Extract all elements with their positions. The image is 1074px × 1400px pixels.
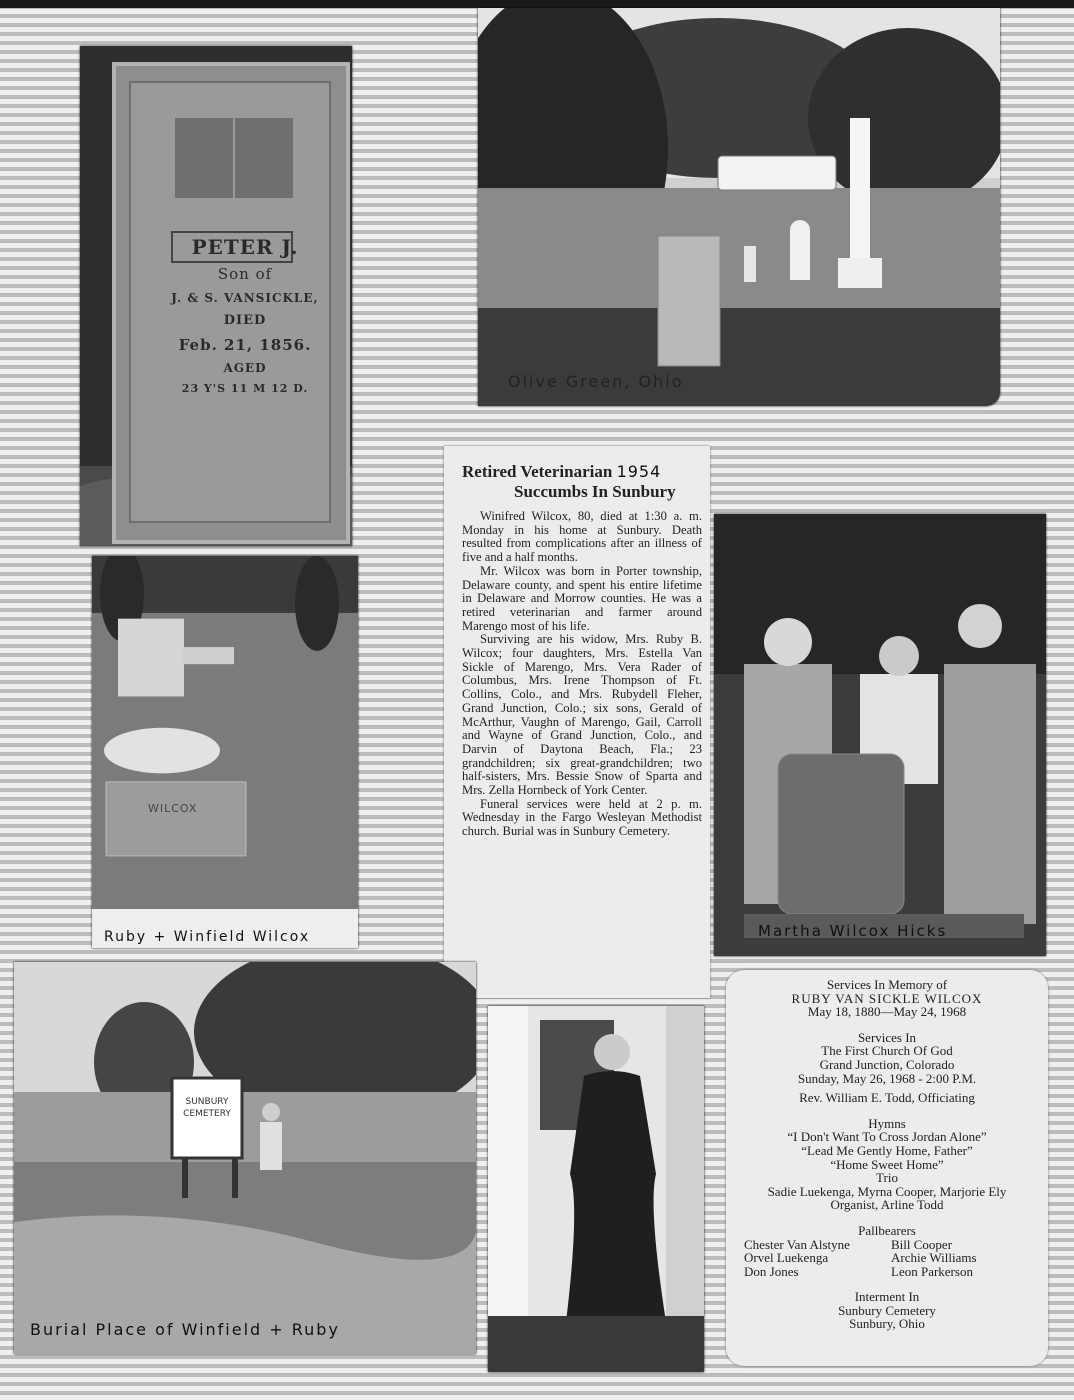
trio-heading: Trio	[876, 1170, 898, 1186]
service-location: Grand Junction, Colorado	[819, 1056, 955, 1072]
sign-line: SUNBURY	[185, 1097, 229, 1107]
sign-line: CEMETERY	[183, 1109, 231, 1119]
obituary-clipping	[444, 446, 710, 998]
olive-green-photo	[478, 8, 1000, 406]
interment-heading: Interment In	[854, 1289, 920, 1305]
burial-scene	[14, 962, 476, 1354]
hymns-heading: Hymns	[868, 1115, 906, 1131]
pallbearer: Orvel Luekenga	[744, 1250, 829, 1266]
pallbearer: Bill Cooper	[891, 1236, 953, 1252]
cemetery-scene	[478, 8, 1000, 406]
officiant: Rev. William E. Todd, Officiating	[799, 1090, 975, 1106]
wilcox-stone-scene	[92, 556, 358, 928]
burial-place-photo	[14, 962, 476, 1354]
pallbearer: Leon Parkerson	[891, 1263, 973, 1279]
martha-hicks-photo	[714, 514, 1046, 956]
memorial-program	[726, 970, 1048, 1366]
handwritten-year: 1954	[616, 462, 662, 481]
hymn-title: “Home Sweet Home”	[830, 1156, 944, 1172]
cemetery-name: Sunbury Cemetery	[838, 1302, 936, 1318]
wilcox-stone-photo	[92, 556, 358, 948]
headstone-inscription	[150, 232, 340, 400]
life-dates: May 18, 1880—May 24, 1968	[807, 1004, 967, 1020]
olive-green-caption: Olive Green, Ohio	[508, 372, 684, 391]
stone-line: PETER J.	[191, 235, 299, 259]
doorway-scene	[488, 1006, 704, 1372]
burial-place-caption: Burial Place of Winfield + Ruby	[30, 1320, 340, 1339]
woman-doorway-photo	[488, 1006, 704, 1372]
pallbearer: Archie Williams	[891, 1250, 977, 1266]
stone-line: AGED	[223, 361, 267, 375]
hymn-title: “Lead Me Gently Home, Father”	[801, 1142, 973, 1158]
martha-hicks-caption: Martha Wilcox Hicks	[758, 922, 948, 940]
wilcox-stone-caption: Ruby + Winfield Wilcox	[104, 929, 311, 945]
stone-line: Feb. 21, 1856.	[178, 336, 312, 354]
stone-line: J. & S. VANSICKLE,	[171, 291, 319, 305]
obituary-paragraph: Mr. Wilcox was born in Porter township, Delaware county, and spent his entire lifetime in Delaware and Morrow counties. He was a retired veterinarian and farmer around Marengo most of his life.	[462, 563, 702, 633]
obituary-title-line2: Succumbs In Sunbury	[514, 482, 676, 501]
program-heading: Services In Memory of	[826, 977, 948, 992]
cemetery-city: Sunbury, Ohio	[849, 1316, 925, 1332]
church-name: The First Church Of God	[821, 1043, 953, 1059]
stone-line: DIED	[223, 313, 267, 328]
organist: Organist, Arline Todd	[830, 1197, 944, 1213]
group-scene	[714, 514, 1046, 956]
pallbearer: Don Jones	[744, 1263, 799, 1279]
obituary-title-line1	[462, 462, 702, 482]
trio-members: Sadie Luekenga, Myrna Cooper, Marjorie Ely	[767, 1183, 1007, 1199]
service-datetime: Sunday, May 26, 1968 - 2:00 P.M.	[797, 1070, 977, 1086]
obituary-paragraph: Winifred Wilcox, 80, died at 1:30 a. m. Monday in his home at Sunbury. Death resulted from complications after an illness of five and a half months.	[462, 509, 702, 565]
obituary-body	[462, 510, 702, 839]
hymn-title: “I Don't Want To Cross Jordan Alone”	[787, 1129, 987, 1145]
album-top-edge	[0, 0, 1074, 8]
headstone-photo	[80, 46, 352, 546]
obituary-paragraph: Surviving are his widow, Mrs. Ruby B. Wilcox; four daughters, Mrs. Estella Van Sickle of Marengo, Mrs. Vera Rader of Columbus, Mrs. Irene Thompson of Ft. Collins, Colo., and Mrs. Rubydell Fleher, Grand Junction, Colo.; six sons, Gerald of McArthur, Vaughn of Marengo, Gail, Carroll and Wayne of Grand Junction, Colo., and Darvin of Daytona Beach, Fla.; 23 grandchildren; six great-grandchildren; two half-sisters, Mrs. Bessie Snow of Sparta and Mrs. Zella Hornbeck of York Center.	[462, 632, 702, 798]
obituary-title-text: Retired Veterinarian	[462, 462, 613, 481]
sunbury-sign	[176, 1096, 238, 1120]
obituary-paragraph: Funeral services were held at 2 p. m. Wednesday in the Fargo Wesleyan Methodist church. Burial was in Sunbury Cemetery.	[462, 796, 702, 839]
pallbearers-list	[726, 1238, 1048, 1279]
wilcox-stone-text: WILCOX	[148, 802, 198, 815]
services-heading: Services In	[857, 1029, 917, 1045]
deceased-name: RUBY VAN SICKLE WILCOX	[791, 990, 983, 1006]
pallbearer: Chester Van Alstyne	[744, 1236, 850, 1252]
pallbearers-heading: Pallbearers	[858, 1222, 916, 1238]
stone-line: Son of	[217, 265, 273, 283]
spacer	[726, 1019, 1048, 1031]
stone-line: 23 Y'S 11 M 12 D.	[181, 382, 309, 395]
spacer	[726, 1105, 1048, 1117]
